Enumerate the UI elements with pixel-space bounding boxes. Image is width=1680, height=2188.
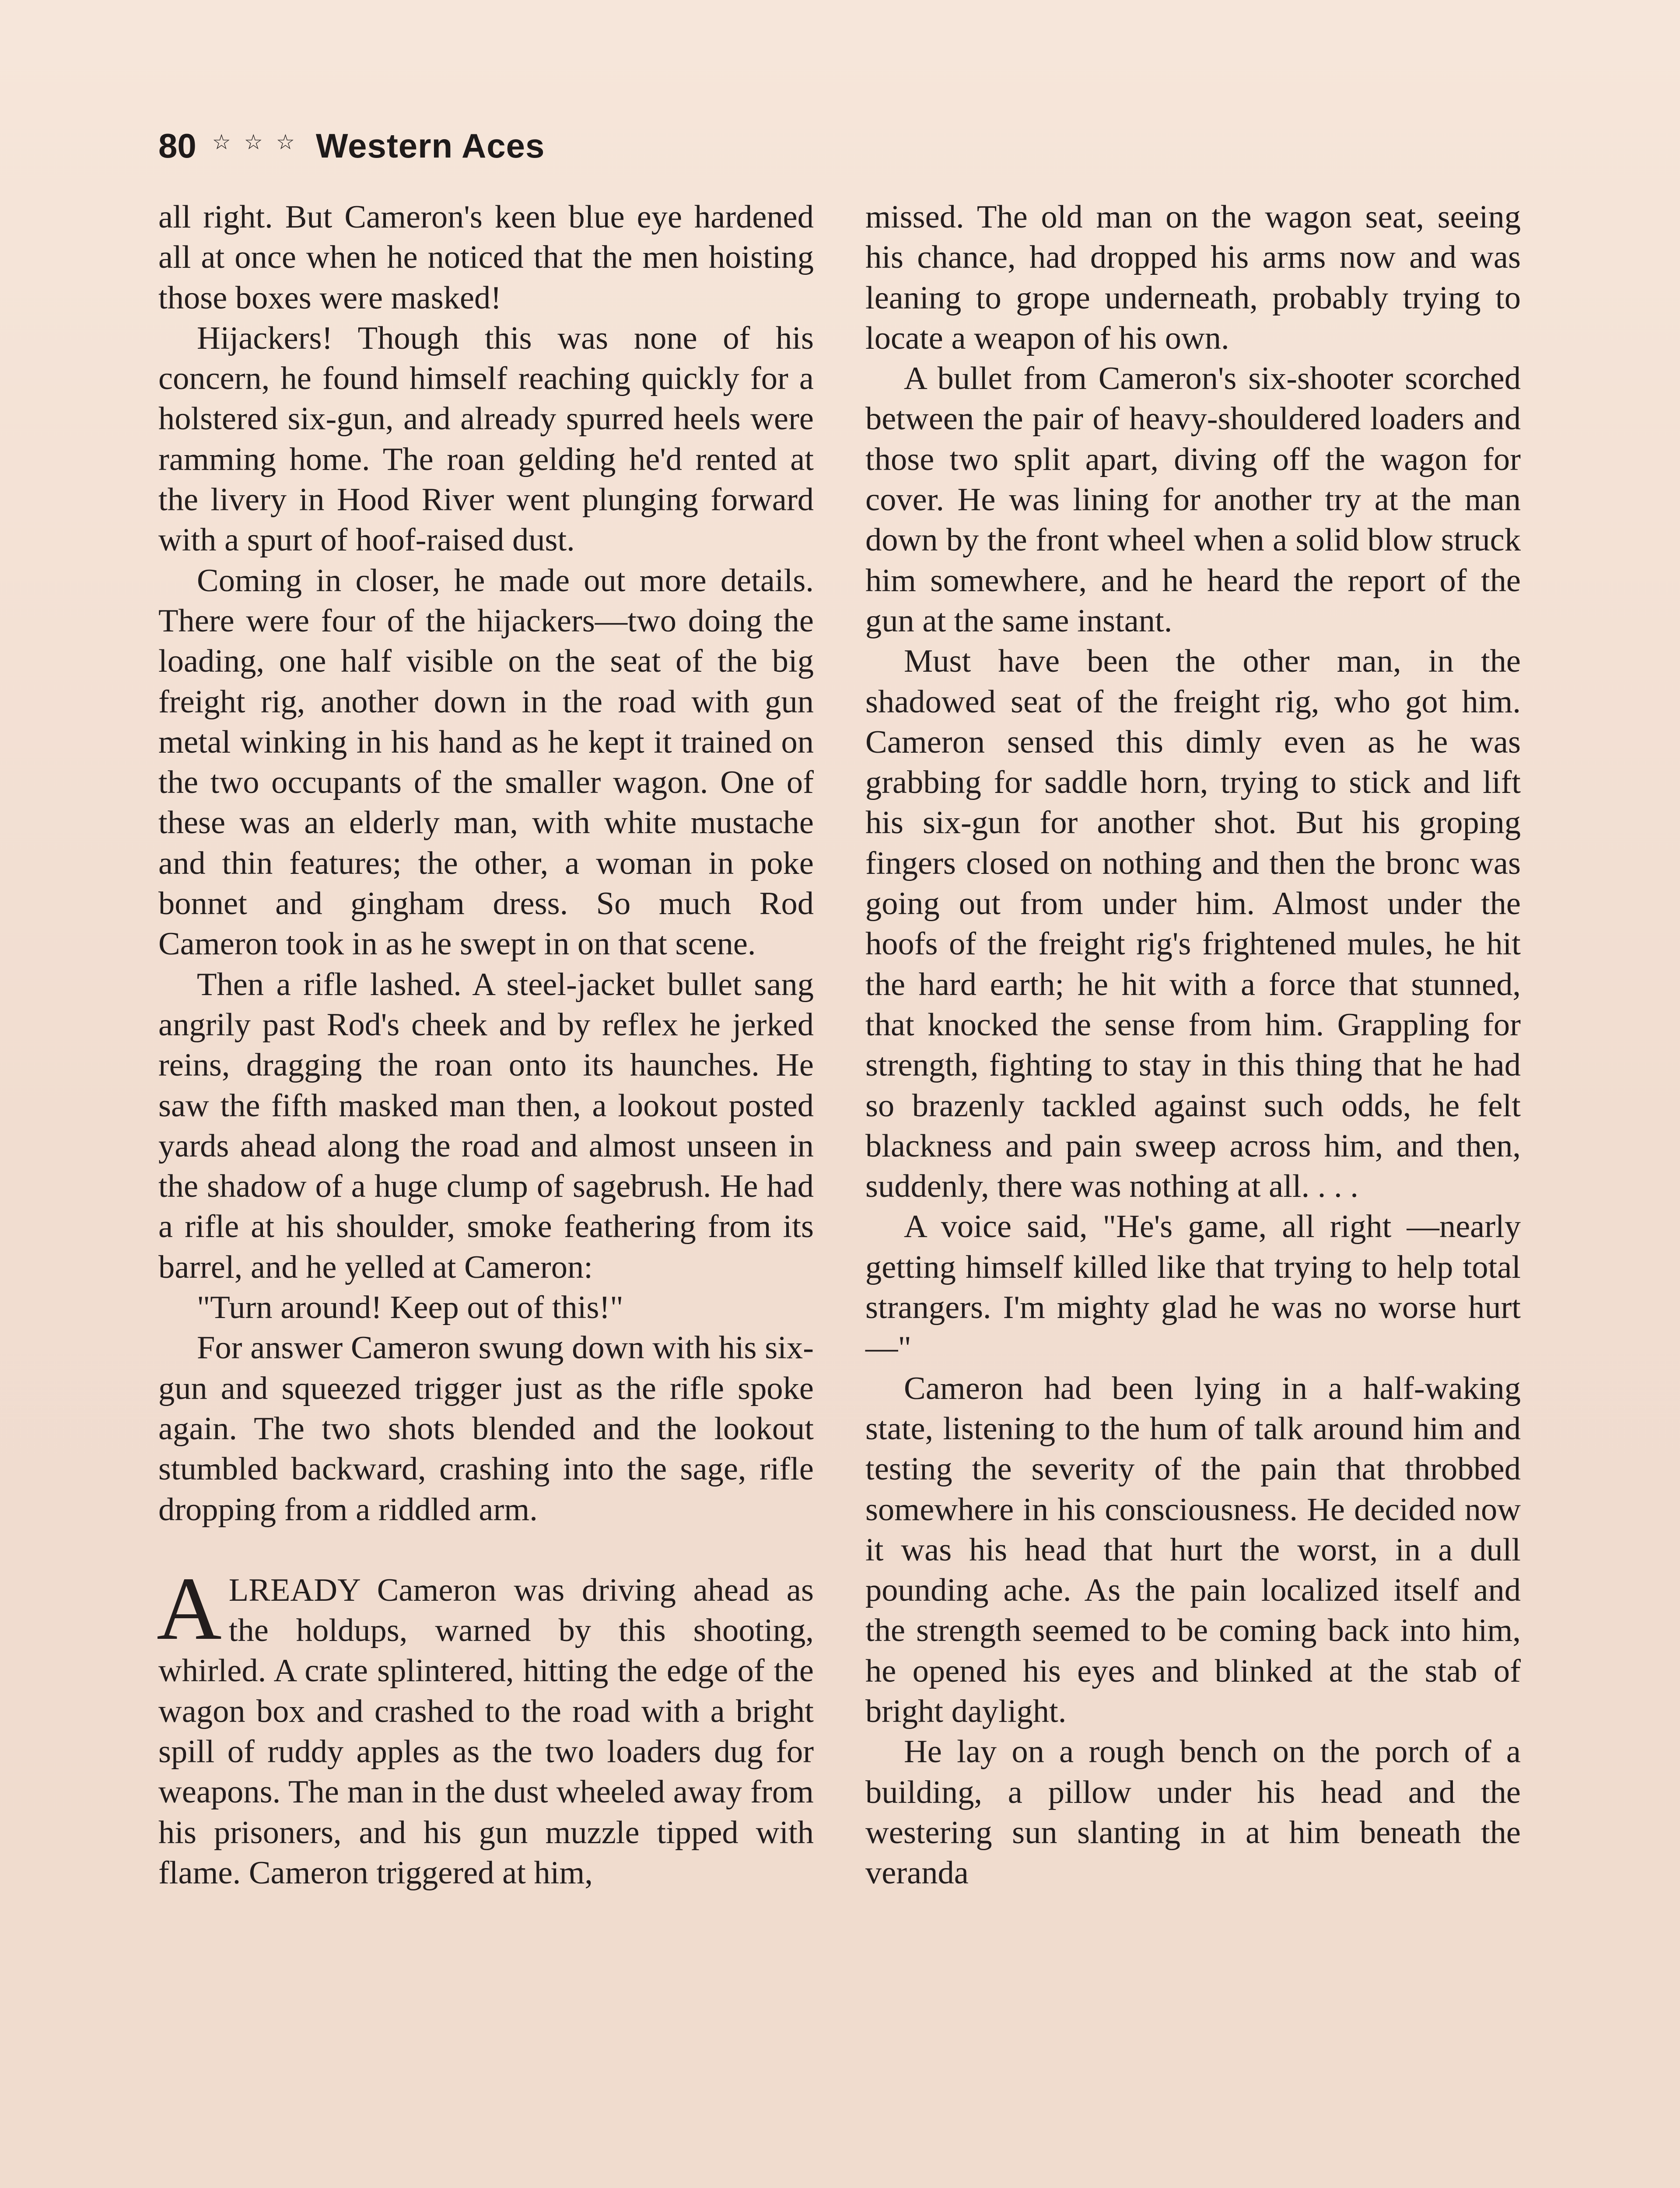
right-text-column	[865, 197, 1521, 1893]
paragraph: Coming in closer, he made out more details. There were four of the hijackers—two doing the loading, one half visible on the seat of the big freight rig, another down in the road with gun metal winking in his hand as he kept it trained on the two occupants of the smaller wagon. One of these was an elderly man, with white mustache and thin features; the other, a woman in poke bonnet and gingham dress. So much Rod Cameron took in as he swept in on that scene.	[158, 562, 814, 962]
paragraph: For answer Cameron swung down with his six-gun and squeezed trigger just as the rifle spoke again. The two shots blended and the lookout stumbled backward, crashing into the sage, rifle dropping from a riddled arm.	[158, 1330, 814, 1528]
page-number: 80	[158, 126, 196, 165]
paragraph-text: LREADY Cameron was driving ahead as the holdups, warned by this shooting, whirled. A crate splintered, hitting the edge of the wagon box and crashed to the road with a bright spill of ruddy apples as the two loaders dug for weapons. The man in the dust wheeled away from his prisoners, and his gun muzzle tipped with flame. Cameron triggered at him,	[158, 1572, 814, 1891]
page-header	[158, 126, 545, 166]
left-text-column	[158, 197, 814, 1893]
paragraph: "Turn around! Keep out of this!"	[197, 1290, 623, 1326]
drop-cap-paragraph	[157, 1558, 814, 1893]
paragraph: Then a rifle lashed. A steel-jacket bullet sang angrily past Rod's cheek and by reflex he jerked reins, dragging the roan onto its haunches. He saw the fifth masked man then, a lookout posted yards ahead along the road and almost unseen in the shadow of a huge clump of sagebrush. He had a rifle at his shoulder, smoke feathering from its barrel, and he yelled at Cameron:	[158, 966, 814, 1285]
paragraph: missed. The old man on the wagon seat, seeing his chance, had dropped his arms now and was leaning to grope underneath, probably trying to locate a weapon of his own.	[865, 199, 1521, 356]
drop-cap: A	[157, 1558, 222, 1659]
paragraph: He lay on a rough bench on the porch of a building, a pillow under his head and the westering sun slanting in at him beneath the veranda	[865, 1734, 1521, 1891]
paragraph: Hijackers! Though this was none of his concern, he found himself reaching quickly for a holstered six-gun, and already spurred heels were ramming home. The roan gelding he'd rented at the livery in Hood River went plunging forward with a spurt of hoof-raised dust.	[158, 320, 814, 558]
star-icon: ☆	[276, 130, 295, 154]
paragraph: A bullet from Cameron's six-shooter scorched between the pair of heavy-shouldered loaders and those two split apart, diving off the wagon for cover. He was lining for another try at the man down by the front wheel when a solid blow struck him somewhere, and he heard the report of the gun at the same instant.	[865, 361, 1521, 639]
paragraph: Must have been the other man, in the shadowed seat of the freight rig, who got him. Cameron sensed this dimly even as he was grabbing for saddle horn, trying to stick and lift his six-gun for another shot. But his groping fingers closed on nothing and then the bronc was going out from under him. Almost under the hoofs of the freight rig's frightened mules, he hit the hard earth; he hit with a force that stunned, that knocked the sense from him. Grappling for strength, fighting to stay in this thing that he had so brazenly tackled against such odds, he felt blackness and pain sweep across him, and then, suddenly, there was nothing at all. . . .	[865, 643, 1521, 1205]
star-icon: ☆	[244, 130, 263, 154]
paragraph: all right. But Cameron's keen blue eye hardened all at once when he noticed that the men hoisting those boxes were masked!	[158, 199, 814, 316]
star-icon: ☆	[212, 130, 231, 154]
header-stars	[212, 130, 295, 157]
paragraph: A voice said, "He's game, all right —nearly getting himself killed like that trying to help total strangers. I'm mighty glad he was no worse hurt—"	[865, 1209, 1521, 1366]
paragraph: Cameron had been lying in a half-waking state, listening to the hum of talk around him and testing the severity of the pain that throbbed somewhere in his consciousness. He decided now it was his head that hurt the worst, in a dull pounding ache. As the pain localized itself and the strength seemed to be coming back into him, he opened his eyes and blinked at the stab of bright daylight.	[865, 1370, 1521, 1729]
magazine-title: Western Aces	[315, 126, 545, 165]
